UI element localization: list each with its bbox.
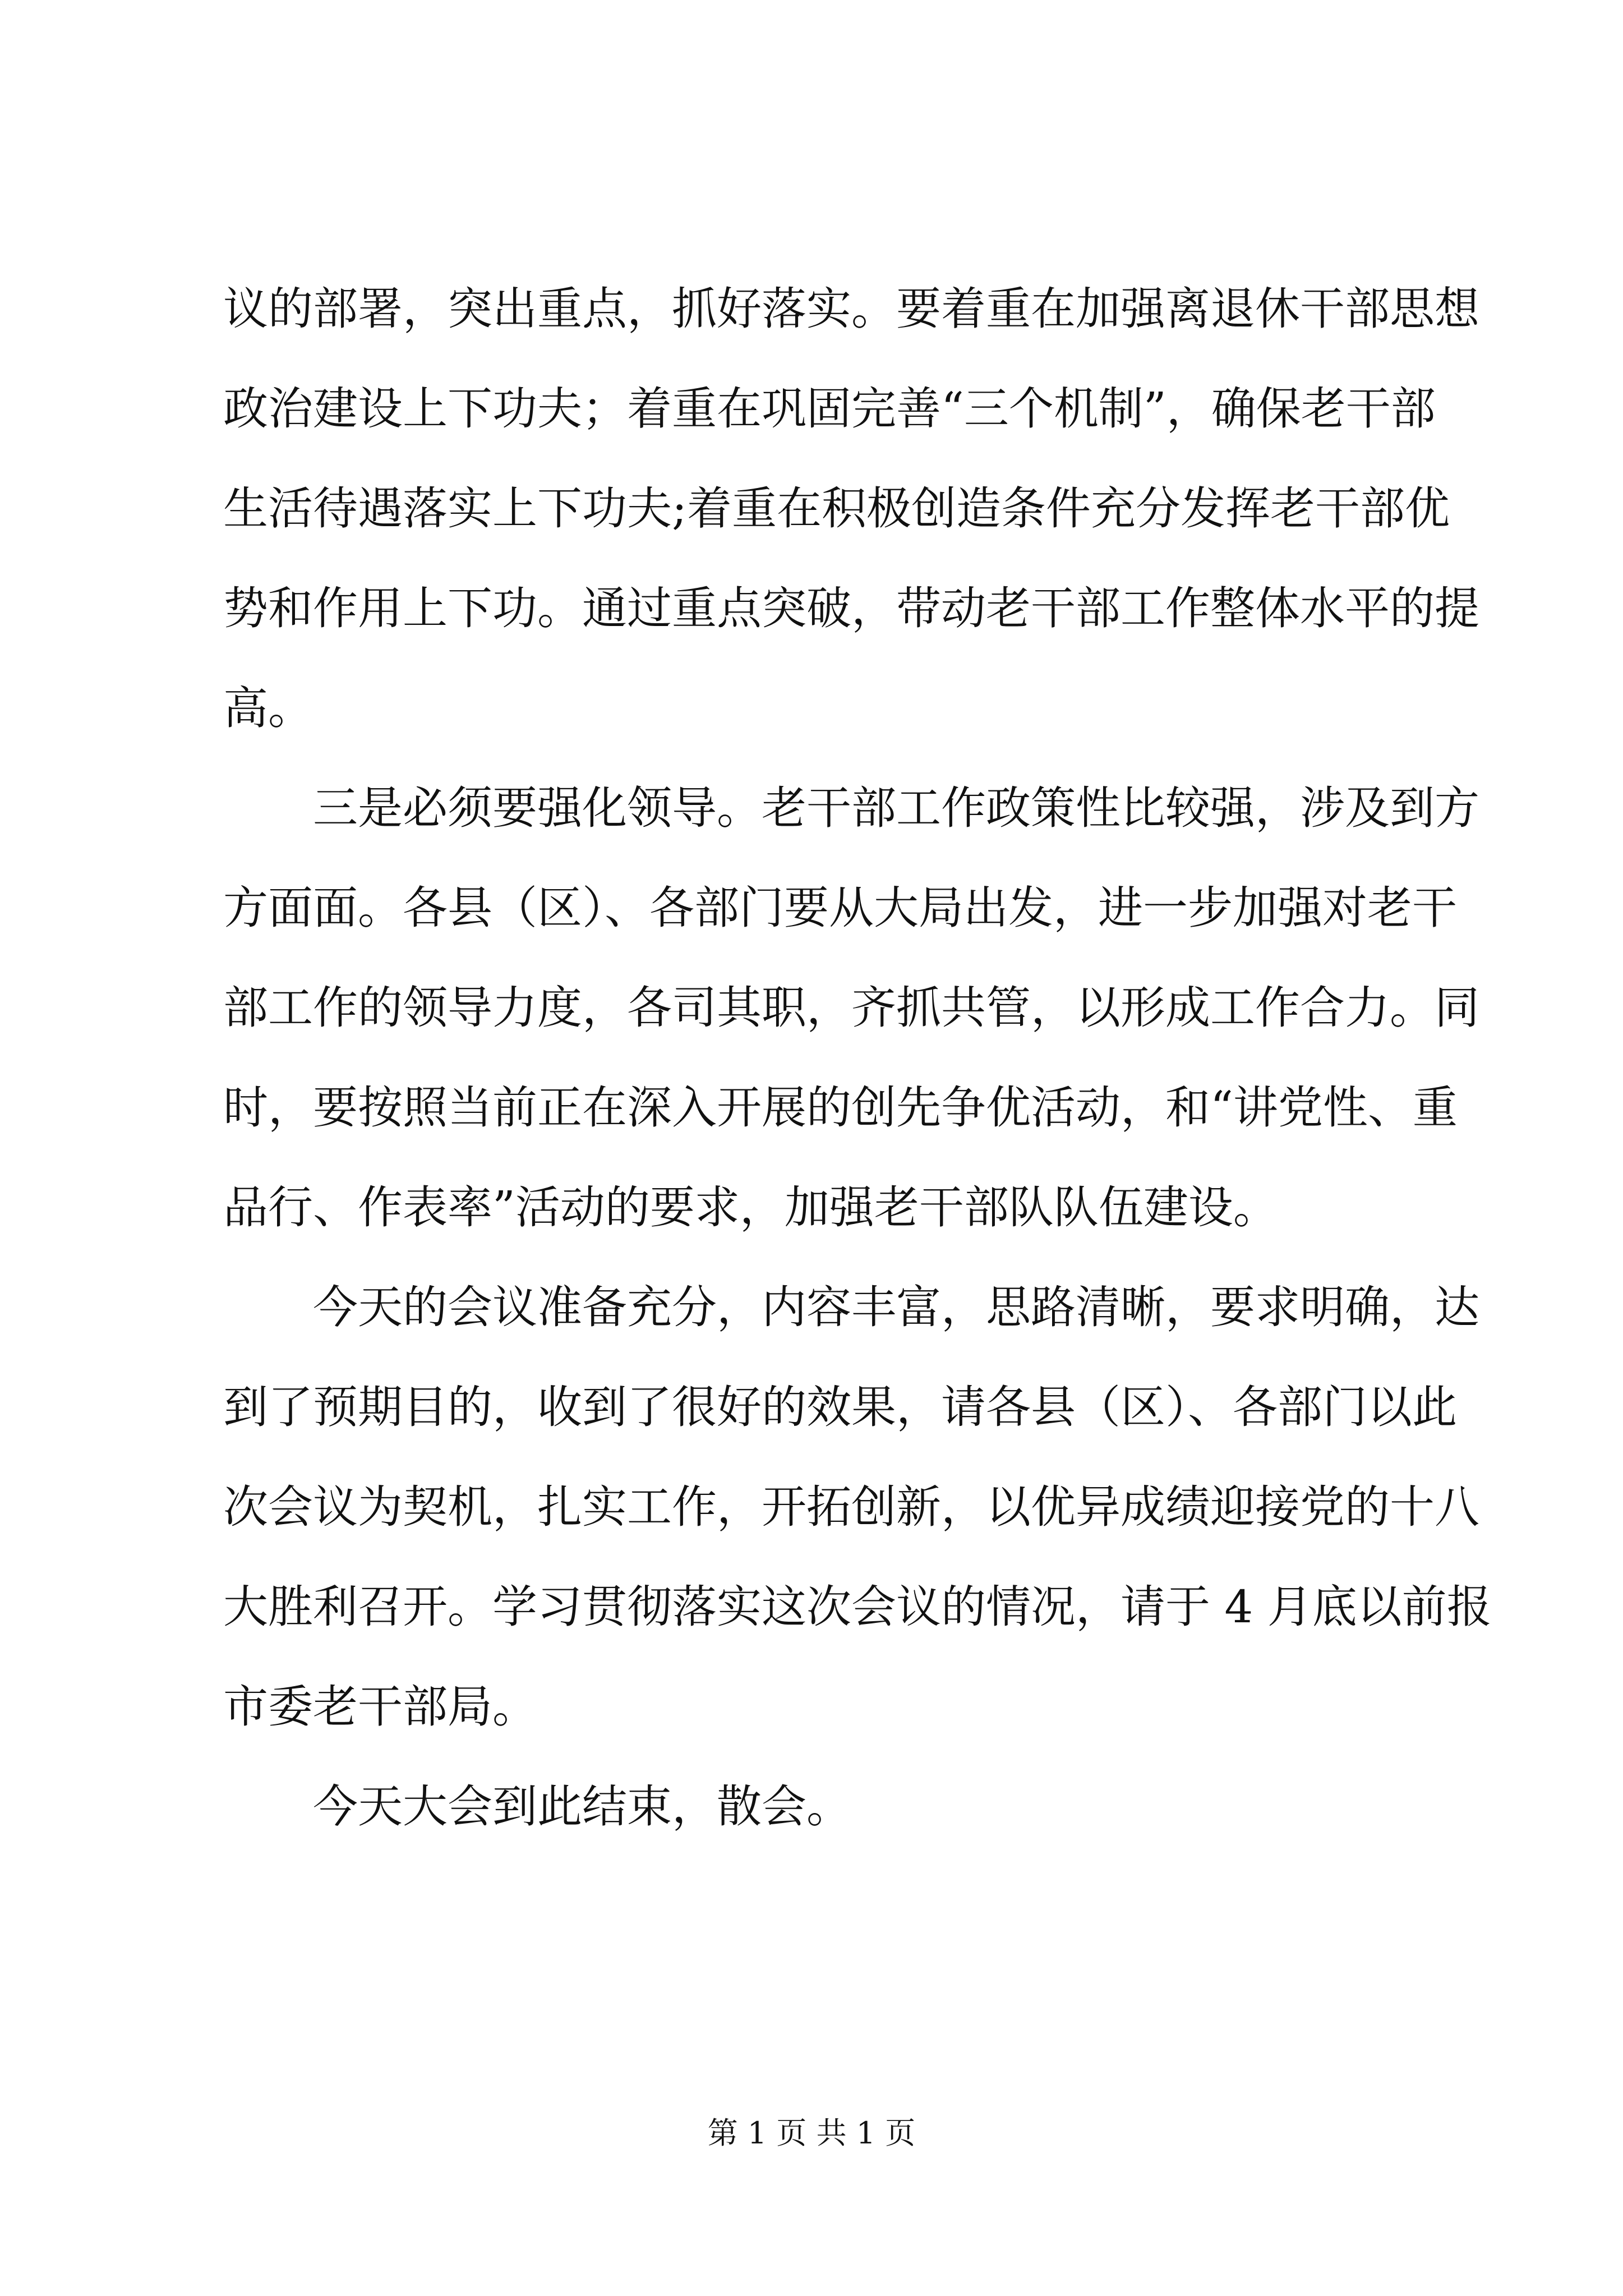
text-line: 次会议为契机，扎实工作，开拓创新，以优异成绩迎接党的十八 [223, 1481, 1479, 1533]
document-body [223, 259, 1492, 1857]
text-line: 高。 [223, 682, 313, 734]
paragraph-first-line: 三是必须要强化领导。老干部工作政策性比较强，涉及到方 [313, 782, 1479, 834]
text-line: 势和作用上下功。通过重点突破，带动老干部工作整体水平的提 [223, 582, 1479, 634]
text-line: 政治建设上下功夫；着重在巩固完善“三个机制”，确保老干部 [223, 383, 1436, 435]
text-line: 市委老干部局。 [223, 1681, 537, 1733]
text-line: 到了预期目的，收到了很好的效果，请各县（区）、各部门以此 [223, 1381, 1457, 1433]
text-line: 品行、作表率”活动的要求，加强老干部队队伍建设。 [223, 1181, 1278, 1234]
text-line: 生活待遇落实上下功夫;着重在积极创造条件充分发挥老干部优 [223, 482, 1450, 535]
text-line: 方面面。各县（区）、各部门要从大局出发，进一步加强对老干 [223, 882, 1457, 934]
page-footer: 第 1 页 共 1 页 [707, 2115, 916, 2151]
text-line: 大胜利召开。学习贯彻落实这次会议的情况，请于 4 月底以前报 [223, 1581, 1492, 1633]
text-line: 时，要按照当前正在深入开展的创先争优活动，和“讲党性、重 [223, 1082, 1458, 1134]
text-line: 议的部署，突出重点，抓好落实。要着重在加强离退休干部思想 [223, 283, 1479, 335]
paragraph-first-line: 今天大会到此结束，散会。 [313, 1780, 851, 1833]
paragraph-first-line: 今天的会议准备充分，内容丰富，思路清晰，要求明确，达 [313, 1281, 1479, 1333]
text-line: 部工作的领导力度，各司其职，齐抓共管，以形成工作合力。同 [223, 982, 1479, 1034]
